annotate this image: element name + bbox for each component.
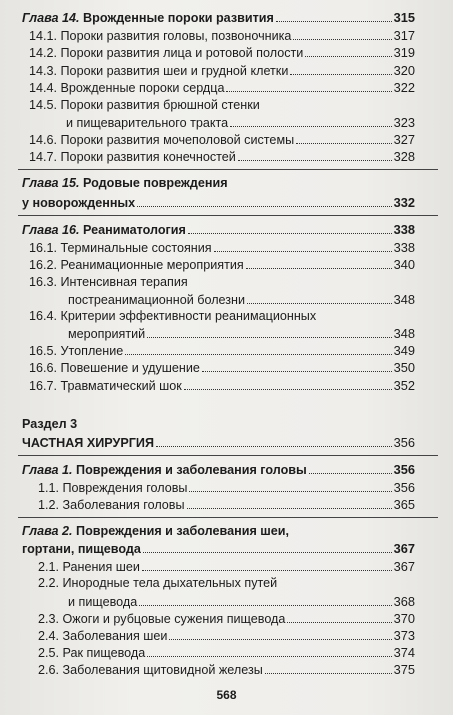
toc-item: 14.5. Пороки развития брюшной стенки xyxy=(29,98,260,112)
chapter-16-heading xyxy=(22,221,415,239)
chapter-15-prefix: Глава 15. xyxy=(22,176,80,190)
toc-item: 16.5. Утопление 349 xyxy=(29,343,415,358)
chapter-14-page: 315 xyxy=(393,10,415,25)
toc-item: 14.2. Пороки развития лица и ротовой полости 319 xyxy=(29,45,415,60)
toc-item: 2.2. Инородные тела дыхательных путей xyxy=(38,576,278,590)
toc-item: 14.7. Пороки развития конечностей 328 xyxy=(29,149,415,164)
section-3-label: Раздел 3 xyxy=(22,417,78,431)
toc-item: и пищеварительного тракта 323 xyxy=(66,115,415,130)
chapter-1-heading xyxy=(22,461,415,479)
chapter-14-title: Врожденные пороки развития xyxy=(83,11,274,25)
toc-item: 1.2. Заболевания головы 365 xyxy=(38,497,415,512)
toc-item: 16.6. Повешение и удушение 350 xyxy=(29,360,415,375)
chapter-2-heading-line2: гортани, пищевода 367 xyxy=(22,541,415,556)
toc-item: 14.6. Пороки развития мочеполовой системы 327 xyxy=(29,132,415,147)
page-number: 568 xyxy=(216,688,237,702)
chapter-1-page: 356 xyxy=(393,462,415,477)
chapter-2-heading xyxy=(22,523,289,540)
divider xyxy=(18,215,438,216)
leader-dots xyxy=(276,20,392,22)
toc-item: мероприятий 348 xyxy=(68,326,415,341)
chapter-16-page: 338 xyxy=(393,222,415,237)
chapter-2-page: 367 xyxy=(393,541,415,556)
chapter-1-prefix: Глава 1. xyxy=(22,463,73,477)
toc-item: 1.1. Повреждения головы 356 xyxy=(38,480,415,495)
section-3-title: ЧАСТНАЯ ХИРУРГИЯ xyxy=(22,436,155,450)
chapter-1-title: Повреждения и заболевания головы xyxy=(76,463,307,477)
section-3-page: 356 xyxy=(393,435,415,450)
toc-item: 16.4. Критерии эффективности реанимационных xyxy=(29,309,317,323)
toc-item: 14.3. Пороки развития шеи и грудной клетки 320 xyxy=(29,63,415,78)
divider xyxy=(18,517,438,518)
toc-item: 2.4. Заболевания шеи 373 xyxy=(38,628,415,643)
toc-item: 16.1. Терминальные состояния 338 xyxy=(29,240,415,255)
toc-item: 14.4. Врожденные пороки сердца 322 xyxy=(29,80,415,95)
toc-item: 2.6. Заболевания щитовидной железы 375 xyxy=(38,662,415,677)
chapter-15-page: 332 xyxy=(393,195,415,210)
chapter-2-title-line1: Повреждения и заболевания шеи, xyxy=(76,524,290,538)
chapter-15-heading-line2: у новорожденных 332 xyxy=(22,195,415,210)
toc-item: 16.2. Реанимационные мероприятия 340 xyxy=(29,257,415,272)
toc-item: 2.3. Ожоги и рубцовые сужения пищевода 370 xyxy=(38,611,415,626)
chapter-2-prefix: Глава 2. xyxy=(22,524,73,538)
divider xyxy=(18,455,438,456)
toc-item: 14.1. Пороки развития головы, позвоночника 317 xyxy=(29,28,415,43)
toc-item: 16.3. Интенсивная терапия xyxy=(29,275,188,289)
chapter-16-prefix: Глава 16. xyxy=(22,223,80,237)
divider xyxy=(18,169,438,170)
section-3-title-row xyxy=(22,434,415,452)
chapter-15-title-line1: Родовые повреждения xyxy=(83,176,228,190)
chapter-15-heading xyxy=(22,175,228,192)
toc-item: 2.1. Ранения шеи 367 xyxy=(38,559,415,574)
toc-item: 2.5. Рак пищевода 374 xyxy=(38,645,415,660)
toc-item: 16.7. Травматический шок 352 xyxy=(29,378,415,393)
chapter-14-heading xyxy=(22,9,415,27)
chapter-14-prefix: Глава 14. xyxy=(22,11,80,25)
toc-item: постреанимационной болезни 348 xyxy=(68,292,415,307)
toc-item: и пищевода 368 xyxy=(68,594,415,609)
chapter-16-title: Реаниматология xyxy=(83,223,186,237)
